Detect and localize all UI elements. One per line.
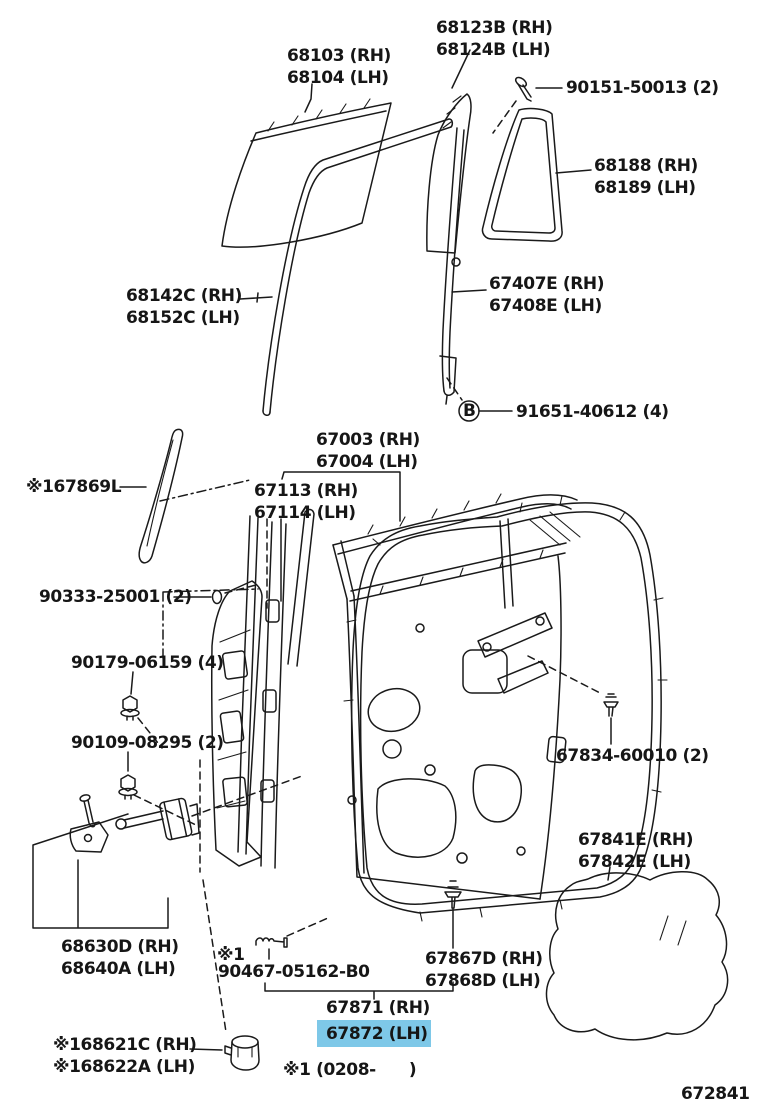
label-part-68123B-line2: 68124B (LH) [436, 40, 551, 60]
label-part-67867D-line2: 67868D (LH) [425, 971, 541, 991]
label-part-91651: 91651-40612 (4) [516, 402, 669, 422]
door-glass-group [222, 50, 591, 421]
label-part-67834: 67834-60010 (2) [556, 746, 709, 766]
label-part-67841E-line1: 67841E (RH) [578, 830, 694, 850]
label-note-0208: ※1 (0208- ) [283, 1060, 417, 1080]
service-hole-cover-67841E [546, 872, 727, 1040]
label-part-68142C-line1: 68142C (RH) [126, 286, 242, 306]
label-part-68630D-line1: 68630D (RH) [61, 937, 179, 957]
label-part-67407E-line2: 67408E (LH) [489, 296, 602, 316]
label-part-68630D-line2: 68640A (LH) [61, 959, 176, 979]
label-part-67841E-line2: 67842E (LH) [578, 852, 691, 872]
label-part-68188-line1: 68188 (RH) [594, 156, 698, 176]
label-part-67113-line1: 67113 (RH) [254, 481, 358, 501]
label-part-168621C-line2: ※168622A (LH) [53, 1057, 195, 1077]
label-part-67113-line2: 67114 (LH) [254, 503, 356, 523]
label-drawing-number: 672841 [681, 1084, 750, 1104]
label-part-68103-line1: 68103 (RH) [287, 46, 391, 66]
label-part-90151: 90151-50013 (2) [566, 78, 719, 98]
label-note-ast1: ※1 [217, 945, 245, 965]
label-part-68103-line2: 68104 (LH) [287, 68, 389, 88]
label-part-90467: 90467-05162-B0 [218, 962, 370, 982]
label-part-67003-line2: 67004 (LH) [316, 452, 418, 472]
label-part-67871-line2: 67872 (LH) [326, 1024, 428, 1044]
label-part-90333: 90333-25001 (2) [39, 587, 192, 607]
label-part-68142C-line2: 68152C (LH) [126, 308, 240, 328]
label-part-68188-line2: 68189 (LH) [594, 178, 696, 198]
label-part-68123B-line1: 68123B (RH) [436, 18, 553, 38]
label-part-67871-line1: 67871 (RH) [326, 998, 430, 1018]
label-part-168621C-line1: ※168621C (RH) [53, 1035, 197, 1055]
label-part-90179: 90179-06159 (4) [71, 653, 224, 673]
label-part-167869L: ※167869L [26, 477, 122, 497]
label-part-90109: 90109-08295 (2) [71, 733, 224, 753]
label-part-67867D-line1: 67867D (RH) [425, 949, 543, 969]
label-callout-B: B [463, 401, 476, 421]
label-part-67003-line1: 67003 (RH) [316, 430, 420, 450]
label-part-67407E-line1: 67407E (RH) [489, 274, 605, 294]
